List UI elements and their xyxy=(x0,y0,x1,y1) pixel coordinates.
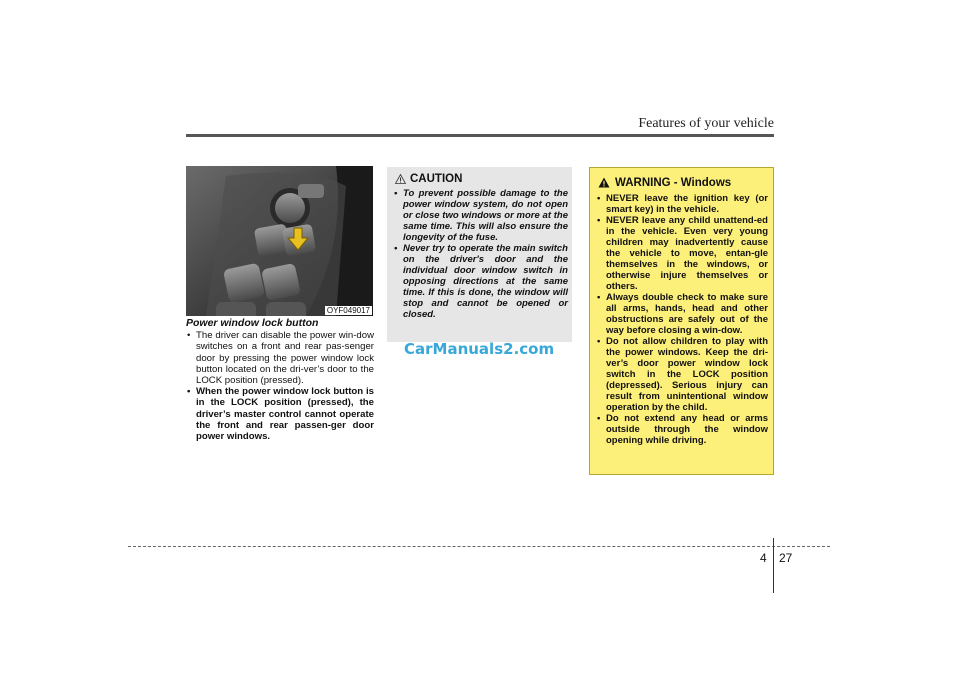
list-item: • Never try to operate the main switch on the driver's door and the individual door window switch in opposing directions at the same time. If this is done, the window will stop and cannot be opened or closed. xyxy=(393,243,568,320)
list-item: • Always double check to make sure all arms, hands, head and other obstructions are safely out of the way before closing a win-dow. xyxy=(596,292,768,336)
lock-button-bullets xyxy=(186,330,374,442)
page-header-title: Features of your vehicle xyxy=(638,116,774,131)
figure-caption: Power window lock button xyxy=(186,317,319,329)
switch-panel-illustration xyxy=(186,166,373,316)
power-window-switch-photo xyxy=(186,166,373,316)
page-number-divider xyxy=(773,538,774,593)
figure-code: OYF049017 xyxy=(326,306,370,315)
list-item: • Do not allow children to play with the power windows. Keep the dri-ver’s door power window lock switch in the LOCK position (depressed). Serious injury can result from unintentional window operation by the child. xyxy=(596,336,768,413)
list-item: • NEVER leave any child unattend-ed in the vehicle. Even very young children may inadvertently cause the vehicle to move, entan-gle themselves in the windows, or otherwise injure themselves or others. xyxy=(596,215,768,292)
lock-button-section xyxy=(186,318,374,442)
caution-box xyxy=(387,167,572,342)
list-item: • NEVER leave the ignition key (or smart key) in the vehicle. xyxy=(596,193,768,215)
header-rule xyxy=(186,134,774,137)
watermark-link[interactable]: CarManuals2.com xyxy=(404,340,555,358)
list-item: • The driver can disable the power win-dow switches on a front and rear pas-senger door by pressing the power window lock button located on the dri-ver’s door to the LOCK position (pressed). xyxy=(186,330,374,386)
list-item: • Do not extend any head or arms outside through the window opening while driving. xyxy=(596,413,768,446)
chapter-number: 4 xyxy=(760,551,767,565)
warning-box xyxy=(589,167,774,475)
caution-bullets xyxy=(393,188,568,320)
page-number: 27 xyxy=(779,551,793,565)
footer-rule xyxy=(128,546,830,547)
warning-heading xyxy=(598,177,731,189)
warning-triangle-icon xyxy=(598,177,610,188)
list-item: • To prevent possible damage to the power window system, do not open or close two windows or more at the same time. This will also ensure the longevity of the fuse. xyxy=(393,188,568,243)
warning-title: WARNING - Windows xyxy=(615,177,732,189)
caution-triangle-icon xyxy=(395,174,406,184)
caution-title: CAUTION xyxy=(410,173,463,185)
warning-bullets xyxy=(596,193,768,446)
list-item: • When the power window lock button is in the LOCK position (pressed), the driver’s master control cannot operate the front and rear passen-ger door power windows. xyxy=(186,386,374,442)
caution-heading xyxy=(395,173,462,185)
